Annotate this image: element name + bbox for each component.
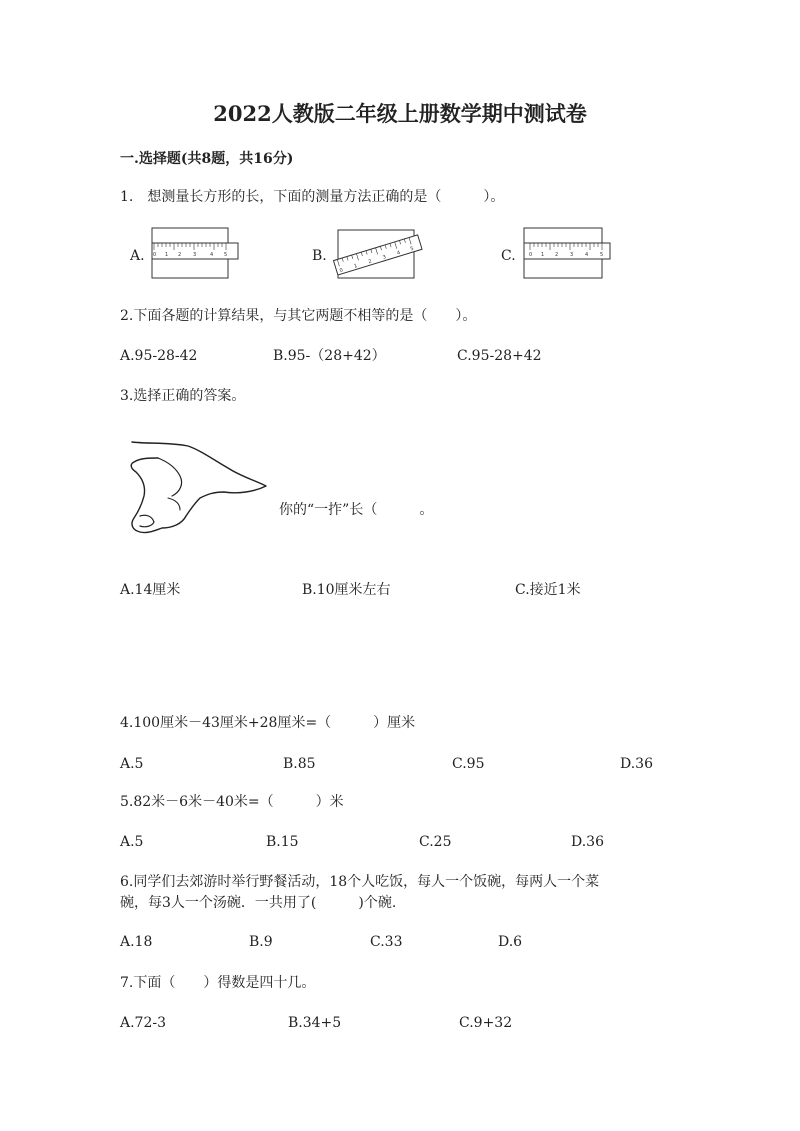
question-2: 2.下面各题的计算结果，与其它两题不相等的是（ ）。 (120, 308, 477, 324)
q6-option-c[interactable]: C.33 (370, 934, 403, 950)
question-1: 1. 想测量长方形的长，下面的测量方法正确的是（ ）。 (120, 189, 505, 205)
q2-option-b[interactable]: B.95-（28+42） (273, 348, 386, 364)
q7-option-b[interactable]: B.34+5 (288, 1015, 342, 1031)
ruler-figure-b (332, 228, 422, 282)
q2-option-a[interactable]: A.95-28-42 (120, 348, 198, 364)
ruler-c-digit: 3 (570, 252, 574, 258)
q6-option-d[interactable]: D.6 (498, 934, 523, 950)
q4-option-b[interactable]: B.85 (283, 756, 316, 772)
q2-option-c[interactable]: C.95-28+42 (457, 348, 542, 364)
ruler-b-digit: 5 (409, 245, 415, 253)
q4-option-a[interactable]: A.5 (120, 756, 144, 772)
ruler-a-digit: 5 (224, 252, 228, 258)
ruler-c-digit: 2 (555, 252, 559, 258)
ruler-c-digit: 5 (600, 252, 604, 258)
ruler-b-digit: 4 (396, 249, 402, 257)
ruler-c-digit: 0 (529, 252, 533, 258)
ruler-figure-c (522, 226, 612, 282)
q3-option-c[interactable]: C.接近1米 (515, 582, 581, 598)
q3-option-b[interactable]: B.10厘米左右 (302, 582, 391, 598)
hand-span-figure (128, 438, 268, 536)
ruler-a-digit: 0 (153, 252, 157, 258)
q7-option-a[interactable]: A.72-3 (120, 1015, 167, 1031)
page-title: 2022人教版二年级上册数学期中测试卷 (213, 101, 587, 126)
question-6-line-2: 碗，每3人一个汤碗．一共用了( )个碗. (120, 895, 397, 911)
ruler-a-digit: 2 (178, 252, 182, 258)
q5-option-d[interactable]: D.36 (571, 834, 604, 850)
q1-option-c[interactable]: C. (501, 248, 516, 264)
question-3: 3.选择正确的答案。 (120, 388, 246, 404)
question-4: 4.100厘米－43厘米+28厘米=（ ）厘米 (120, 715, 416, 731)
ruler-b-digit: 0 (338, 267, 344, 275)
ruler-a-digit: 4 (210, 252, 214, 258)
q4-option-c[interactable]: C.95 (452, 756, 485, 772)
ruler-b-digit: 3 (382, 254, 387, 261)
ruler-figure-a (148, 226, 240, 282)
q5-option-a[interactable]: A.5 (120, 834, 144, 850)
ruler-a-digit: 1 (165, 252, 169, 258)
q7-option-c[interactable]: C.9+32 (459, 1015, 513, 1031)
q1-option-b[interactable]: B. (312, 248, 327, 264)
ruler-a-digit: 3 (193, 252, 197, 258)
q6-option-a[interactable]: A.18 (120, 934, 153, 950)
q5-option-b[interactable]: B.15 (266, 834, 299, 850)
ruler-c-digit: 4 (585, 252, 589, 258)
ruler-b-digit: 2 (367, 258, 373, 266)
q1-option-a[interactable]: A. (130, 248, 145, 264)
section-heading: 一.选择题(共8题，共16分) (120, 151, 294, 167)
hand-span-caption: 你的“一拃”长（ 。 (279, 502, 434, 518)
question-7: 7.下面（ ）得数是四十几。 (120, 975, 316, 991)
ruler-c-digit: 1 (541, 252, 545, 258)
q6-option-b[interactable]: B.9 (249, 934, 273, 950)
q5-option-c[interactable]: C.25 (419, 834, 452, 850)
q3-option-a[interactable]: A.14厘米 (120, 582, 181, 598)
q4-option-d[interactable]: D.36 (620, 756, 653, 772)
question-5: 5.82米－6米－40米=（ ）米 (120, 794, 344, 810)
question-6-line-1: 6.同学们去郊游时举行野餐活动，18个人吃饭，每人一个饭碗，每两人一个菜 (120, 874, 600, 890)
ruler-b-digit: 1 (353, 263, 359, 270)
